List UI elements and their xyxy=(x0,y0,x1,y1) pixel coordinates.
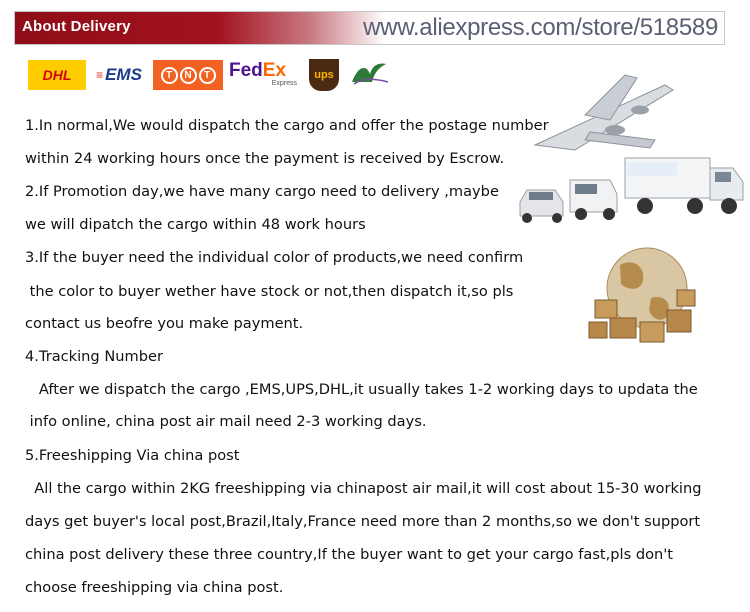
text-line: days get buyer's local post,Brazil,Italy,France need more than 2 months,so we don't support xyxy=(25,513,701,530)
delivery-banner xyxy=(14,11,725,45)
text-line: within 24 working hours once the payment is received by Escrow. xyxy=(25,150,505,167)
car-icon xyxy=(520,190,563,223)
transport-svg xyxy=(515,70,750,230)
text-line: After we dispatch the cargo ,EMS,UPS,DHL,it usually takes 1-2 working days to updata the xyxy=(25,381,698,398)
store-url: www.aliexpress.com/store/518589 xyxy=(363,14,718,41)
van-icon xyxy=(570,180,617,220)
banner-title: About Delivery xyxy=(22,18,131,35)
fedex-wordmark xyxy=(229,62,286,80)
globe-svg xyxy=(585,240,705,355)
globe-boxes-illustration xyxy=(585,240,705,355)
text-line: the color to buyer wether have stock or not,then dispatch it,so pls xyxy=(25,283,514,300)
text-line: All the cargo within 2KG freeshipping via chinapost air mail,it will cost about 15-30 working xyxy=(25,480,702,497)
ups-logo-text: ups xyxy=(314,69,334,81)
fedex-express: Express xyxy=(271,80,297,87)
text-line: 1.In normal,We would dispatch the cargo and offer the postage number xyxy=(25,117,549,134)
ems-logo-text: EMS xyxy=(105,65,142,84)
tnt-logo xyxy=(153,60,223,90)
text-line: info online, china post air mail need 2-3 working days. xyxy=(25,413,427,430)
airplane-icon xyxy=(535,75,673,150)
truck-icon xyxy=(625,158,743,214)
text-line: choose freeshipping via china post. xyxy=(25,579,284,596)
ems-logo xyxy=(90,60,148,90)
fedex-logo xyxy=(229,60,301,90)
airmail-bird-icon xyxy=(346,60,394,90)
fedex-ex: Ex xyxy=(262,60,287,81)
tnt-letter-n: N xyxy=(180,67,197,84)
text-line: 3.If the buyer need the individual color of products,we need confirm xyxy=(25,249,524,266)
tnt-letter-t1: T xyxy=(161,67,178,84)
airplane-trucks-illustration xyxy=(515,70,750,230)
text-line: china post delivery these three country,If the buyer want to get your cargo fast,pls don't xyxy=(25,546,674,563)
text-line: 5.Freeshipping Via china post xyxy=(25,447,240,464)
dhl-logo xyxy=(28,60,86,90)
airmail-bird-svg xyxy=(348,60,392,90)
text-line: 2.If Promotion day,we have many cargo need to delivery ,maybe xyxy=(25,183,499,200)
fedex-fed: Fed xyxy=(229,60,263,81)
dhl-logo-text: DHL xyxy=(42,67,72,83)
ems-wing-icon: ≡ xyxy=(96,68,104,82)
tnt-letter-t2: T xyxy=(199,67,216,84)
text-line: we will dipatch the cargo within 48 work hours xyxy=(25,216,366,233)
text-line: 4.Tracking Number xyxy=(25,348,163,365)
ups-logo xyxy=(309,59,339,91)
text-line: contact us beofre you make payment. xyxy=(25,315,304,332)
